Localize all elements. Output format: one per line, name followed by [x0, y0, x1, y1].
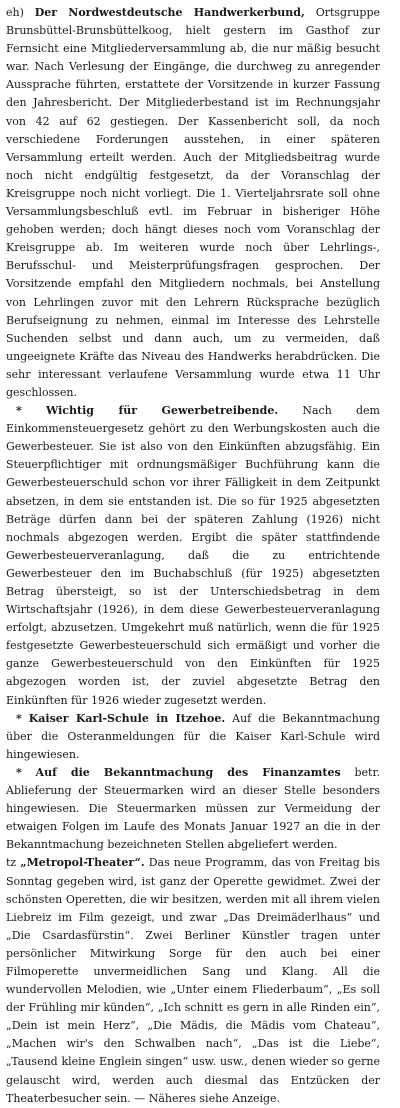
article-signature: * — [16, 711, 22, 725]
article-signature: * — [16, 765, 22, 779]
article-body: Auf die Bekanntmachung über die Osteranmeldungen für die Kaiser Karl-Schule wird hingewiesen. — [6, 711, 381, 761]
article-headline: Der Nordwestdeutsche Handwerkerbund, — [34, 6, 305, 19]
article-body: Ortsgruppe Brunsbüttel-Brunsbüttelkoog, hielt gestern im Gasthof zur Fernsicht eine Mitgliederversammlung ab, die nur mäßig besucht war. Nach Verlesung der Eingänge, die durchweg zu anregender Aussprache führten, erstattete der Vorsitzende in kurzer Fassung den Jahresbericht. Der Mitgliederbestand ist im Rechnungsjahr von 42 auf 62 gestiegen. Der Kassenbericht soll, da noch verschiedene Forderungen ausstehen, in einer späteren Versammlung erteilt werden. Auch der Mitgliedsbeitrag wurde noch nicht endgültig festgesetzt, da der Voranschlag der Kreisgruppe noch nicht vorliegt. Die 1. Vierteljahrsrate soll ohne Versammlungsbeschluß evtl. im Februar in bisheriger Höhe gehoben werden; doch hängt dieses noch vom Voranschlag der Kreisgruppe ab. Im weiteren wurde noch über Lehrlings-, Berufsschul- und Meisterprüfungsfragen gesprochen. Der Vorsitzende empfahl den Mitgliedern nochmals, bei Anstellung von Lehrlingen zuvor mit den Lehrern Rücksprache bezüglich Berufseignung zu nehmen, einmal im Interesse des Lehrstelle Suchenden selbst und dann auch, um zu vermeiden, daß ungeeignete Kräfte das Niveau des Handwerks herabdrücken. Die sehr interessant verlaufene Versammlung wurde etwa 11 Uhr geschlossen. — [6, 6, 381, 399]
article-body: Das neue Programm, das von Freitag bis Sonntag gegeben wird, ist ganz der Operette gewidmet. Zwei der schönsten Operetten, die wir besitzen, werden mit all ihrem vielen Liebreiz im Film gezeigt, und zwar „Das Dreimäderlhaus“ und „Die Csardasfürstin“. Zwei Berliner Künstler tragen unter persönlicher Mitwirkung Sorge für den auch bei einer Filmoperette unvermeidlichen Sang und Klang. All die wundervollen Melodien, wie „Unter einem Fliederbaum“, „Es soll der Frühling mir künden“, „Ich schnitt es gern in alle Rinden ein“, „Dein ist mein Herz“, „Die Mädis, die Mädis vom Chateau“, „Machen wir's den Schwalben nach“, „Das ist die Liebe“, „Tausend kleine Englein singen“ usw. usw., denen wieder so gerne gelauscht wird, werden auch diesmal das Entzücken der Theaterbesucher sein. — Näheres siehe Anzeige. — [6, 856, 381, 1105]
article-headline: Kaiser Karl-Schule in Itzehoe. — [28, 711, 226, 725]
article-signature: eh) — [6, 6, 24, 19]
article-headline: Wichtig für Gewerbetreibende. — [45, 404, 279, 418]
article-metropol-theater — [6, 854, 380, 1107]
article-handwerkerbund — [6, 4, 380, 402]
article-signature: * — [16, 404, 22, 418]
article-headline: „Metropol-Theater“. — [20, 856, 145, 870]
article-body: betr. Ablieferung der Steuermarken wird an dieser Stelle besonders hingewiesen. Die Steuermarken müssen zur Vermeidung der etwaigen Folgen im Laufe des Monats Januar 1927 an die in der Bekanntmachung bezeichneten Stellen abgeliefert werden. — [6, 765, 380, 852]
article-finanzamt — [6, 764, 380, 854]
article-kaiser-karl-schule — [6, 710, 380, 764]
article-headline: Auf die Bekanntmachung des Finanzamtes — [35, 765, 341, 779]
article-body: Nach dem Einkommensteuergesetz gehört zu den Werbungskosten auch die Gewerbesteuer. Sie ist also von den Einkünften abzugsfähig. Ein Steuerpflichtiger mit ordnungsmäßiger Buchführung kann die Gewerbesteuerschuld schon vor ihrer Fälligkeit in dem Zeitpunkt absetzen, in dem sie entstanden ist. Die so für 1925 abgesetzten Beträge dürfen dann bei der späteren Zahlung (1926) nicht nochmals abgezogen werden. Ergibt die später stattfindende Gewerbesteuerveranlagung, daß die zu entrichtende Gewerbesteuer den im Buchabschluß (für 1925) abgesetzten Betrag übersteigt, so ist der Unterschiedsbetrag in dem Wirtschaftsjahr (1926), in dem diese Gewerbesteuerveranlagung erfolgt, abzusetzen. Umgekehrt muß natürlich, wenn die für 1925 festgesetzte Gewerbesteuerschuld sich ermäßigt und vorher die ganze Gewerbesteuerschuld von den Einkünften für 1925 abgezogen worden ist, der zuviel abgesetzte Betrag den Einkünften für 1926 wieder zugesetzt werden. — [6, 404, 380, 707]
article-signature: tz — [6, 856, 17, 870]
article-gewerbetreibende — [6, 402, 380, 710]
